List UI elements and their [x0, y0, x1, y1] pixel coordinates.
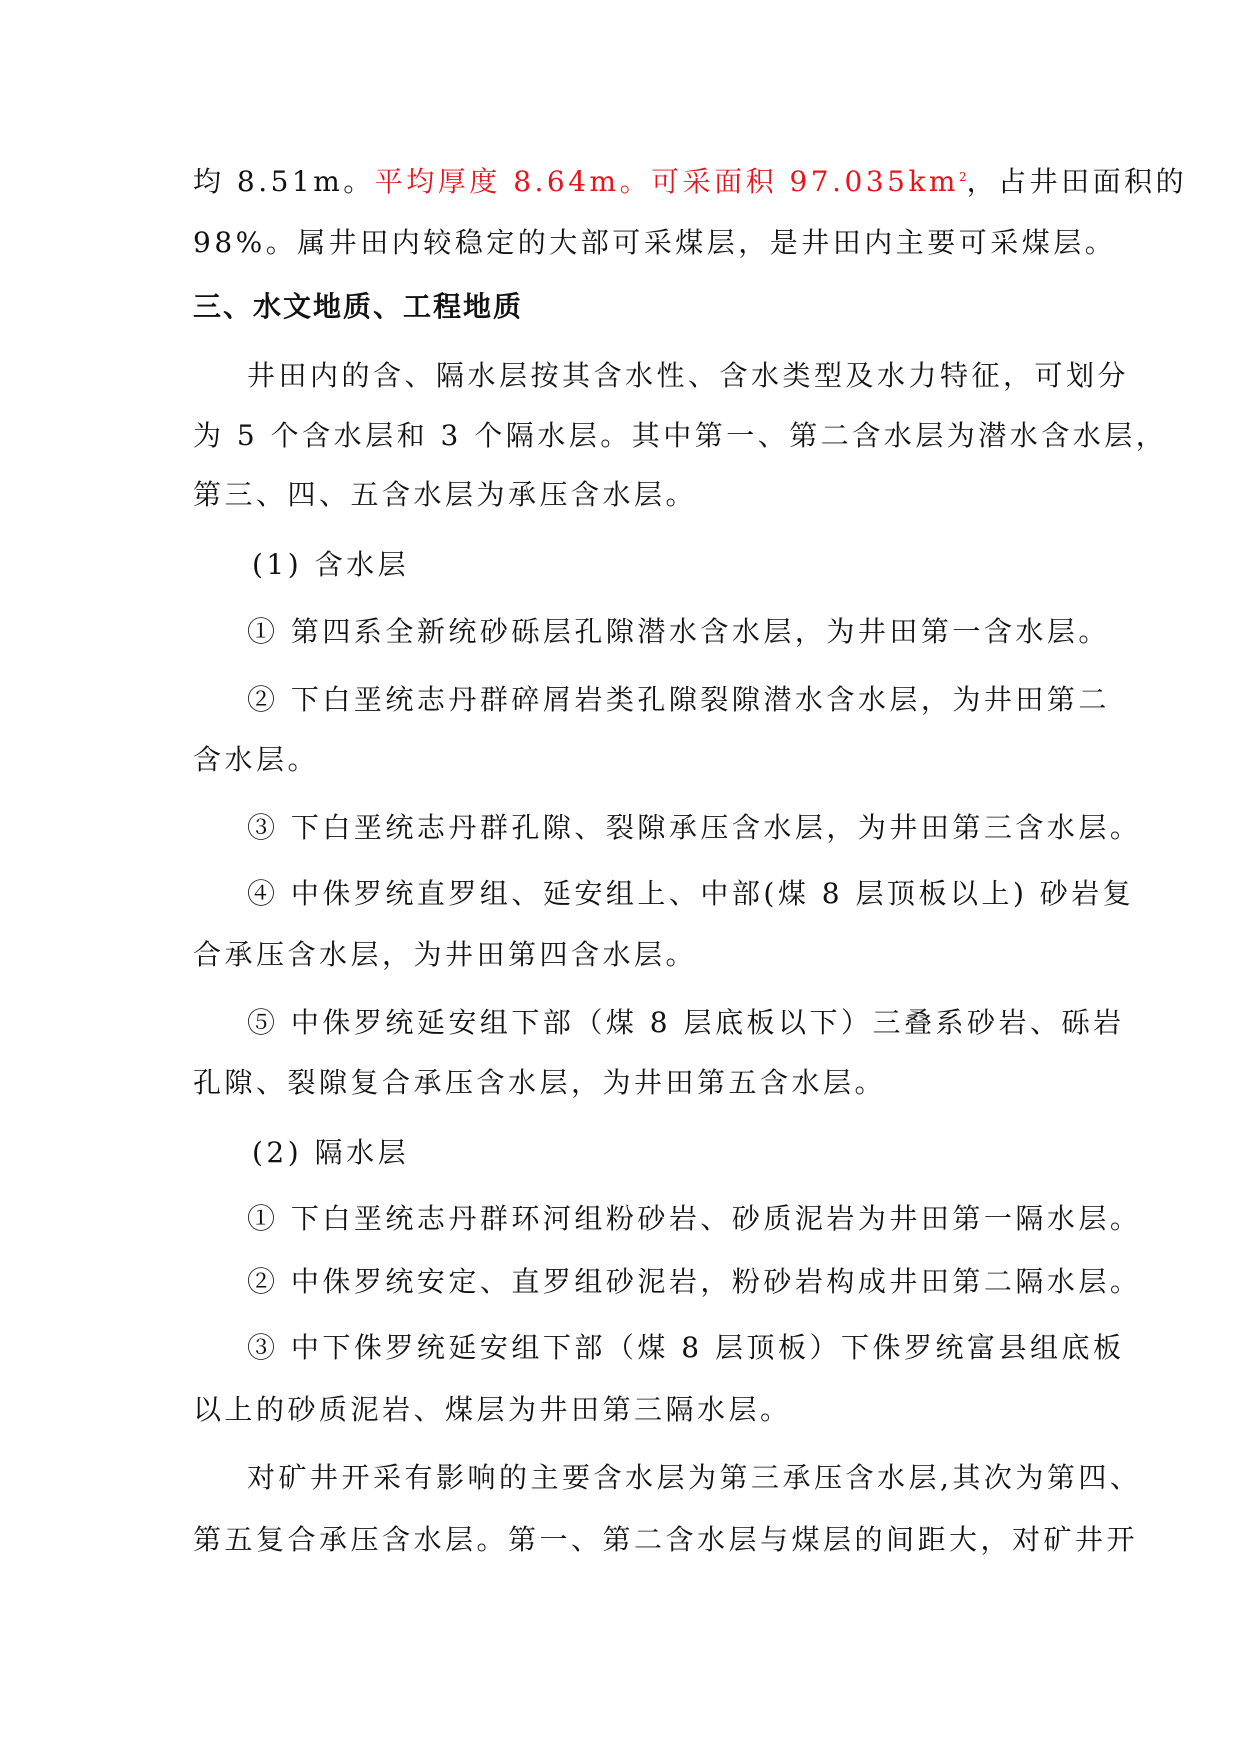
text-run: 均 8.51m。 — [193, 165, 375, 198]
list-item: ④ 中侏罗统直罗组、延安组上、中部(煤 8 层顶板以上) 砂岩复 — [247, 877, 1135, 910]
list-item: ③ 下白垩统志丹群孔隙、裂隙承压含水层，为井田第三含水层。 — [247, 811, 1142, 844]
section-heading: 三、水文地质、工程地质 — [193, 290, 524, 323]
paragraph-line — [193, 162, 1188, 202]
subsection-title: (1) 含水层 — [252, 548, 410, 581]
list-item-continuation: 合承压含水层，为井田第四含水层。 — [193, 938, 698, 971]
highlighted-text — [375, 165, 967, 198]
paragraph-line: 第三、四、五含水层为承压含水层。 — [193, 478, 698, 511]
list-item: ② 中侏罗统安定、直罗组砂泥岩，粉砂岩构成井田第二隔水层。 — [247, 1265, 1142, 1298]
highlighted-text-run: 平均厚度 8.64m。可采面积 97.035km — [374, 165, 959, 198]
superscript: 2 — [958, 170, 967, 184]
list-item: ① 第四系全新统砂砾层孔隙潜水含水层，为井田第一含水层。 — [247, 615, 1110, 648]
paragraph-line: 为 5 个含水层和 3 个隔水层。其中第一、第二含水层为潜水含水层， — [193, 419, 1168, 452]
list-item: ③ 中下侏罗统延安组下部（煤 8 层顶板）下侏罗统富县组底板 — [247, 1331, 1125, 1364]
paragraph-line: 98%。属井田内较稳定的大部可采煤层，是井田内主要可采煤层。 — [193, 226, 1117, 259]
list-item-continuation: 孔隙、裂隙复合承压含水层，为井田第五含水层。 — [193, 1066, 887, 1099]
list-item: ⑤ 中侏罗统延安组下部（煤 8 层底板以下）三叠系砂岩、砾岩 — [247, 1006, 1125, 1039]
paragraph-line: 第五复合承压含水层。第一、第二含水层与煤层的间距大，对矿井开 — [193, 1523, 1139, 1556]
text-run: ，占井田面积的 — [966, 165, 1188, 198]
paragraph-line: 对矿井开采有影响的主要含水层为第三承压含水层,其次为第四、 — [247, 1461, 1142, 1494]
list-item-continuation: 含水层。 — [193, 743, 320, 776]
list-item: ② 下白垩统志丹群碎屑岩类孔隙裂隙潜水含水层，为井田第二 — [247, 683, 1110, 716]
list-item-continuation: 以上的砂质泥岩、煤层为井田第三隔水层。 — [193, 1393, 792, 1426]
subsection-title: (2) 隔水层 — [252, 1136, 410, 1169]
paragraph-line: 井田内的含、隔水层按其含水性、含水类型及水力特征，可划分 — [247, 359, 1130, 392]
list-item: ① 下白垩统志丹群环河组粉砂岩、砂质泥岩为井田第一隔水层。 — [247, 1202, 1142, 1235]
